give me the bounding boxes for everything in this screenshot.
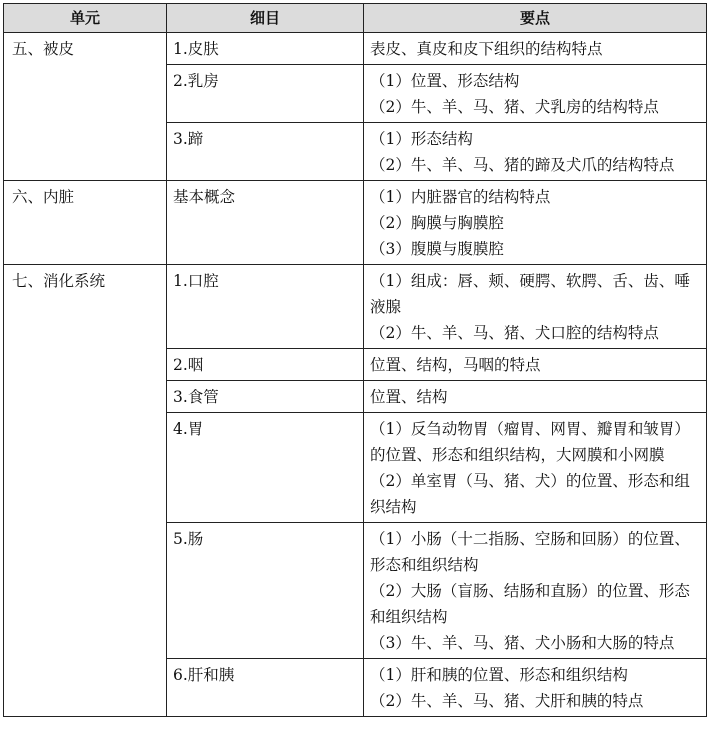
item-cell: 基本概念 (167, 181, 364, 265)
point-text: （3）牛、羊、马、猪、犬小肠和大肠的特点 (370, 634, 675, 652)
points-cell (364, 523, 707, 659)
point-text: （2）胸膜与胸膜腔 (370, 214, 504, 232)
item-cell: 5.肠 (167, 523, 364, 659)
item-cell: 1.皮肤 (167, 33, 364, 65)
point-text: （2）牛、羊、马、猪、犬口腔的结构特点 (370, 324, 659, 342)
header-row (4, 4, 707, 33)
points-cell (364, 33, 707, 65)
unit-cell: 六、内脏 (4, 181, 167, 265)
item-cell: 2.乳房 (167, 65, 364, 123)
points-cell (364, 181, 707, 265)
table-row (4, 33, 707, 65)
point-text: （3）腹膜与腹膜腔 (370, 240, 504, 258)
points-cell (364, 659, 707, 717)
point-text: （2）单室胃（马、猪、犬）的位置、形态和组织结构 (370, 472, 690, 516)
item-cell: 3.食管 (167, 381, 364, 413)
header-unit: 单元 (4, 4, 167, 33)
header-points: 要点 (364, 4, 707, 33)
points-cell (364, 123, 707, 181)
point-text: 位置、结构，马咽的特点 (370, 356, 541, 374)
unit-cell: 七、消化系统 (4, 265, 167, 717)
document (3, 3, 706, 717)
point-text: （1）小肠（十二指肠、空肠和回肠）的位置、形态和组织结构 (370, 530, 690, 574)
item-cell: 3.蹄 (167, 123, 364, 181)
points-cell (364, 413, 707, 523)
points-cell (364, 349, 707, 381)
point-text: （1）组成：唇、颊、硬腭、软腭、舌、齿、唾液腺 (370, 272, 690, 316)
point-text: （2）牛、羊、马、猪、犬肝和胰的特点 (370, 692, 644, 710)
point-text: （1）肝和胰的位置、形态和组织结构 (370, 666, 628, 684)
point-text: （2）牛、羊、马、猪、犬乳房的结构特点 (370, 98, 659, 116)
point-text: 表皮、真皮和皮下组织的结构特点 (370, 40, 603, 58)
point-text: （1）位置、形态结构 (370, 72, 520, 90)
points-cell (364, 65, 707, 123)
item-cell: 4.胃 (167, 413, 364, 523)
unit-cell: 五、被皮 (4, 33, 167, 181)
point-text: （2）牛、羊、马、猪的蹄及犬爪的结构特点 (370, 156, 675, 174)
point-text: （1）反刍动物胃（瘤胃、网胃、瓣胃和皱胃）的位置、形态和组织结构，大网膜和小网膜 (370, 420, 690, 464)
header-item: 细目 (167, 4, 364, 33)
point-text: 位置、结构 (370, 388, 448, 406)
syllabus-table (3, 3, 707, 717)
table-row (4, 181, 707, 265)
points-cell (364, 381, 707, 413)
table-row (4, 265, 707, 349)
item-cell: 1.口腔 (167, 265, 364, 349)
points-cell (364, 265, 707, 349)
point-text: （2）大肠（盲肠、结肠和直肠）的位置、形态和组织结构 (370, 582, 690, 626)
point-text: （1）内脏器官的结构特点 (370, 188, 551, 206)
item-cell: 6.肝和胰 (167, 659, 364, 717)
item-cell: 2.咽 (167, 349, 364, 381)
point-text: （1）形态结构 (370, 130, 473, 148)
